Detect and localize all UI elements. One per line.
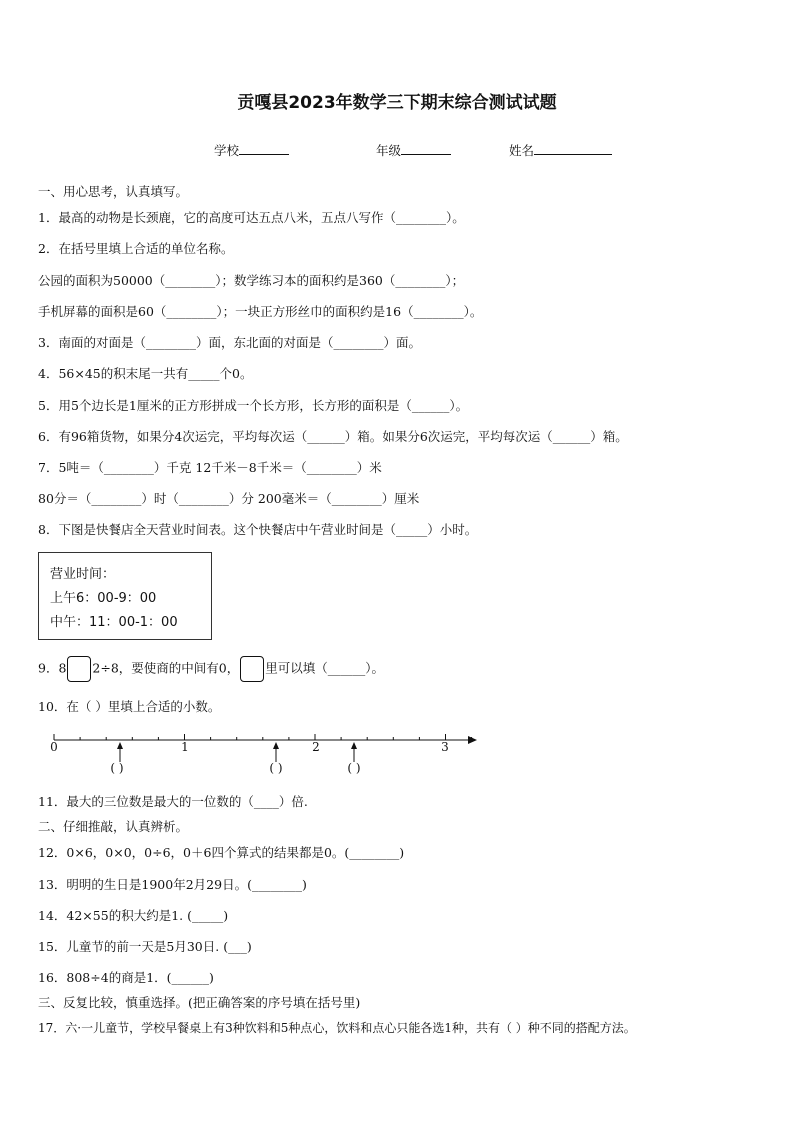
question-11: 11．最大的三位数是最大的一位数的（____）倍. bbox=[38, 794, 308, 809]
question-8: 8．下图是快餐店全天营业时间表。这个快餐店中午营业时间是（_____）小时。 bbox=[38, 522, 478, 537]
question-10: 10．在（ ）里填上合适的小数。 bbox=[38, 699, 221, 714]
question-15: 15．儿童节的前一天是5月30日. (___) bbox=[38, 939, 252, 954]
question-2-line-a: 公园的面积为50000（________）；数学练习本的面积约是360（________）； bbox=[38, 273, 465, 288]
grade-blank[interactable] bbox=[401, 141, 451, 155]
question-17: 17．六·一儿童节，学校早餐桌上有3种饮料和5种点心，饮料和点心只能各选1种，共有（ ）种不同的搭配方法。 bbox=[38, 1021, 636, 1035]
school-field[interactable] bbox=[214, 141, 289, 159]
pointer-arrow-2 bbox=[273, 742, 279, 762]
section-3-heading: 三、反复比较，慎重选择。(把正确答案的序号填在括号里) bbox=[38, 995, 361, 1010]
school-label: 学校 bbox=[214, 143, 240, 158]
question-5: 5．用5个边长是1厘米的正方形拼成一个长方形，长方形的面积是（______）。 bbox=[38, 398, 469, 413]
name-label: 姓名 bbox=[509, 143, 535, 158]
grade-field[interactable] bbox=[376, 141, 451, 159]
question-2-line-b: 手机屏幕的面积是60（________）；一块正方形丝巾的面积约是16（________）。 bbox=[38, 304, 483, 319]
section-2-heading: 二、仔细推敲，认真辨析。 bbox=[38, 819, 189, 834]
question-13: 13．明明的生日是1900年2月29日。(________) bbox=[38, 877, 307, 892]
schedule-morning: 上午6：00-9：00 bbox=[50, 591, 157, 606]
question-9 bbox=[38, 656, 384, 682]
question-2: 2．在括号里填上合适的单位名称。 bbox=[38, 241, 234, 256]
question-16: 16．808÷4的商是1．(______) bbox=[38, 970, 214, 985]
answer-blank-2: ( ) bbox=[269, 761, 283, 775]
grade-label: 年级 bbox=[376, 143, 402, 158]
question-4: 4．56×45的积末尾一共有_____个0。 bbox=[38, 366, 253, 381]
question-7-line-b: 80分＝（________）时（________）分 200毫米＝（________）厘米 bbox=[38, 491, 420, 506]
name-blank[interactable] bbox=[534, 141, 612, 155]
schedule-box bbox=[38, 552, 212, 640]
question-9-middle: 2÷8，要使商的中间有0， bbox=[92, 660, 240, 676]
schedule-noon: 中午：11：00-1：00 bbox=[50, 615, 178, 630]
pointer-arrow-3 bbox=[351, 742, 357, 762]
question-9-suffix: 里可以填（______）。 bbox=[265, 660, 385, 676]
label-1: 1 bbox=[181, 740, 189, 754]
digit-box-2[interactable] bbox=[240, 656, 264, 682]
question-14: 14．42×55的积大约是1. (_____) bbox=[38, 908, 229, 923]
question-3: 3．南面的对面是（________）面，东北面的对面是（________）面。 bbox=[38, 335, 421, 350]
question-9-prefix: 9．8 bbox=[38, 660, 67, 676]
label-3: 3 bbox=[441, 740, 449, 754]
digit-box-1[interactable] bbox=[67, 656, 91, 682]
question-12: 12．0×6，0×0，0÷6，0＋6四个算式的结果都是0。(________) bbox=[38, 845, 405, 860]
pointer-arrow-1 bbox=[117, 742, 123, 762]
school-blank[interactable] bbox=[239, 141, 289, 155]
page-title: 贡嘎县2023年数学三下期末综合测试试题 bbox=[237, 93, 557, 113]
label-0: 0 bbox=[50, 740, 58, 754]
name-field[interactable] bbox=[509, 141, 612, 159]
schedule-heading: 营业时间： bbox=[50, 567, 116, 582]
number-line-arrowhead bbox=[468, 736, 477, 744]
number-line bbox=[40, 728, 490, 778]
number-line-ticks bbox=[54, 734, 472, 740]
label-2: 2 bbox=[312, 740, 320, 754]
section-1-heading: 一、用心思考，认真填写。 bbox=[38, 184, 189, 199]
question-6: 6．有96箱货物，如果分4次运完，平均每次运（______）箱。如果分6次运完，平均每次运（______）箱。 bbox=[38, 429, 628, 444]
question-7-line-a: 7．5吨＝（________）千克 12千米－8千米＝（________）米 bbox=[38, 460, 382, 475]
answer-blank-3: ( ) bbox=[347, 761, 361, 775]
question-1: 1．最高的动物是长颈鹿，它的高度可达五点八米，五点八写作（________）。 bbox=[38, 210, 465, 225]
answer-blank-1: ( ) bbox=[110, 761, 124, 775]
